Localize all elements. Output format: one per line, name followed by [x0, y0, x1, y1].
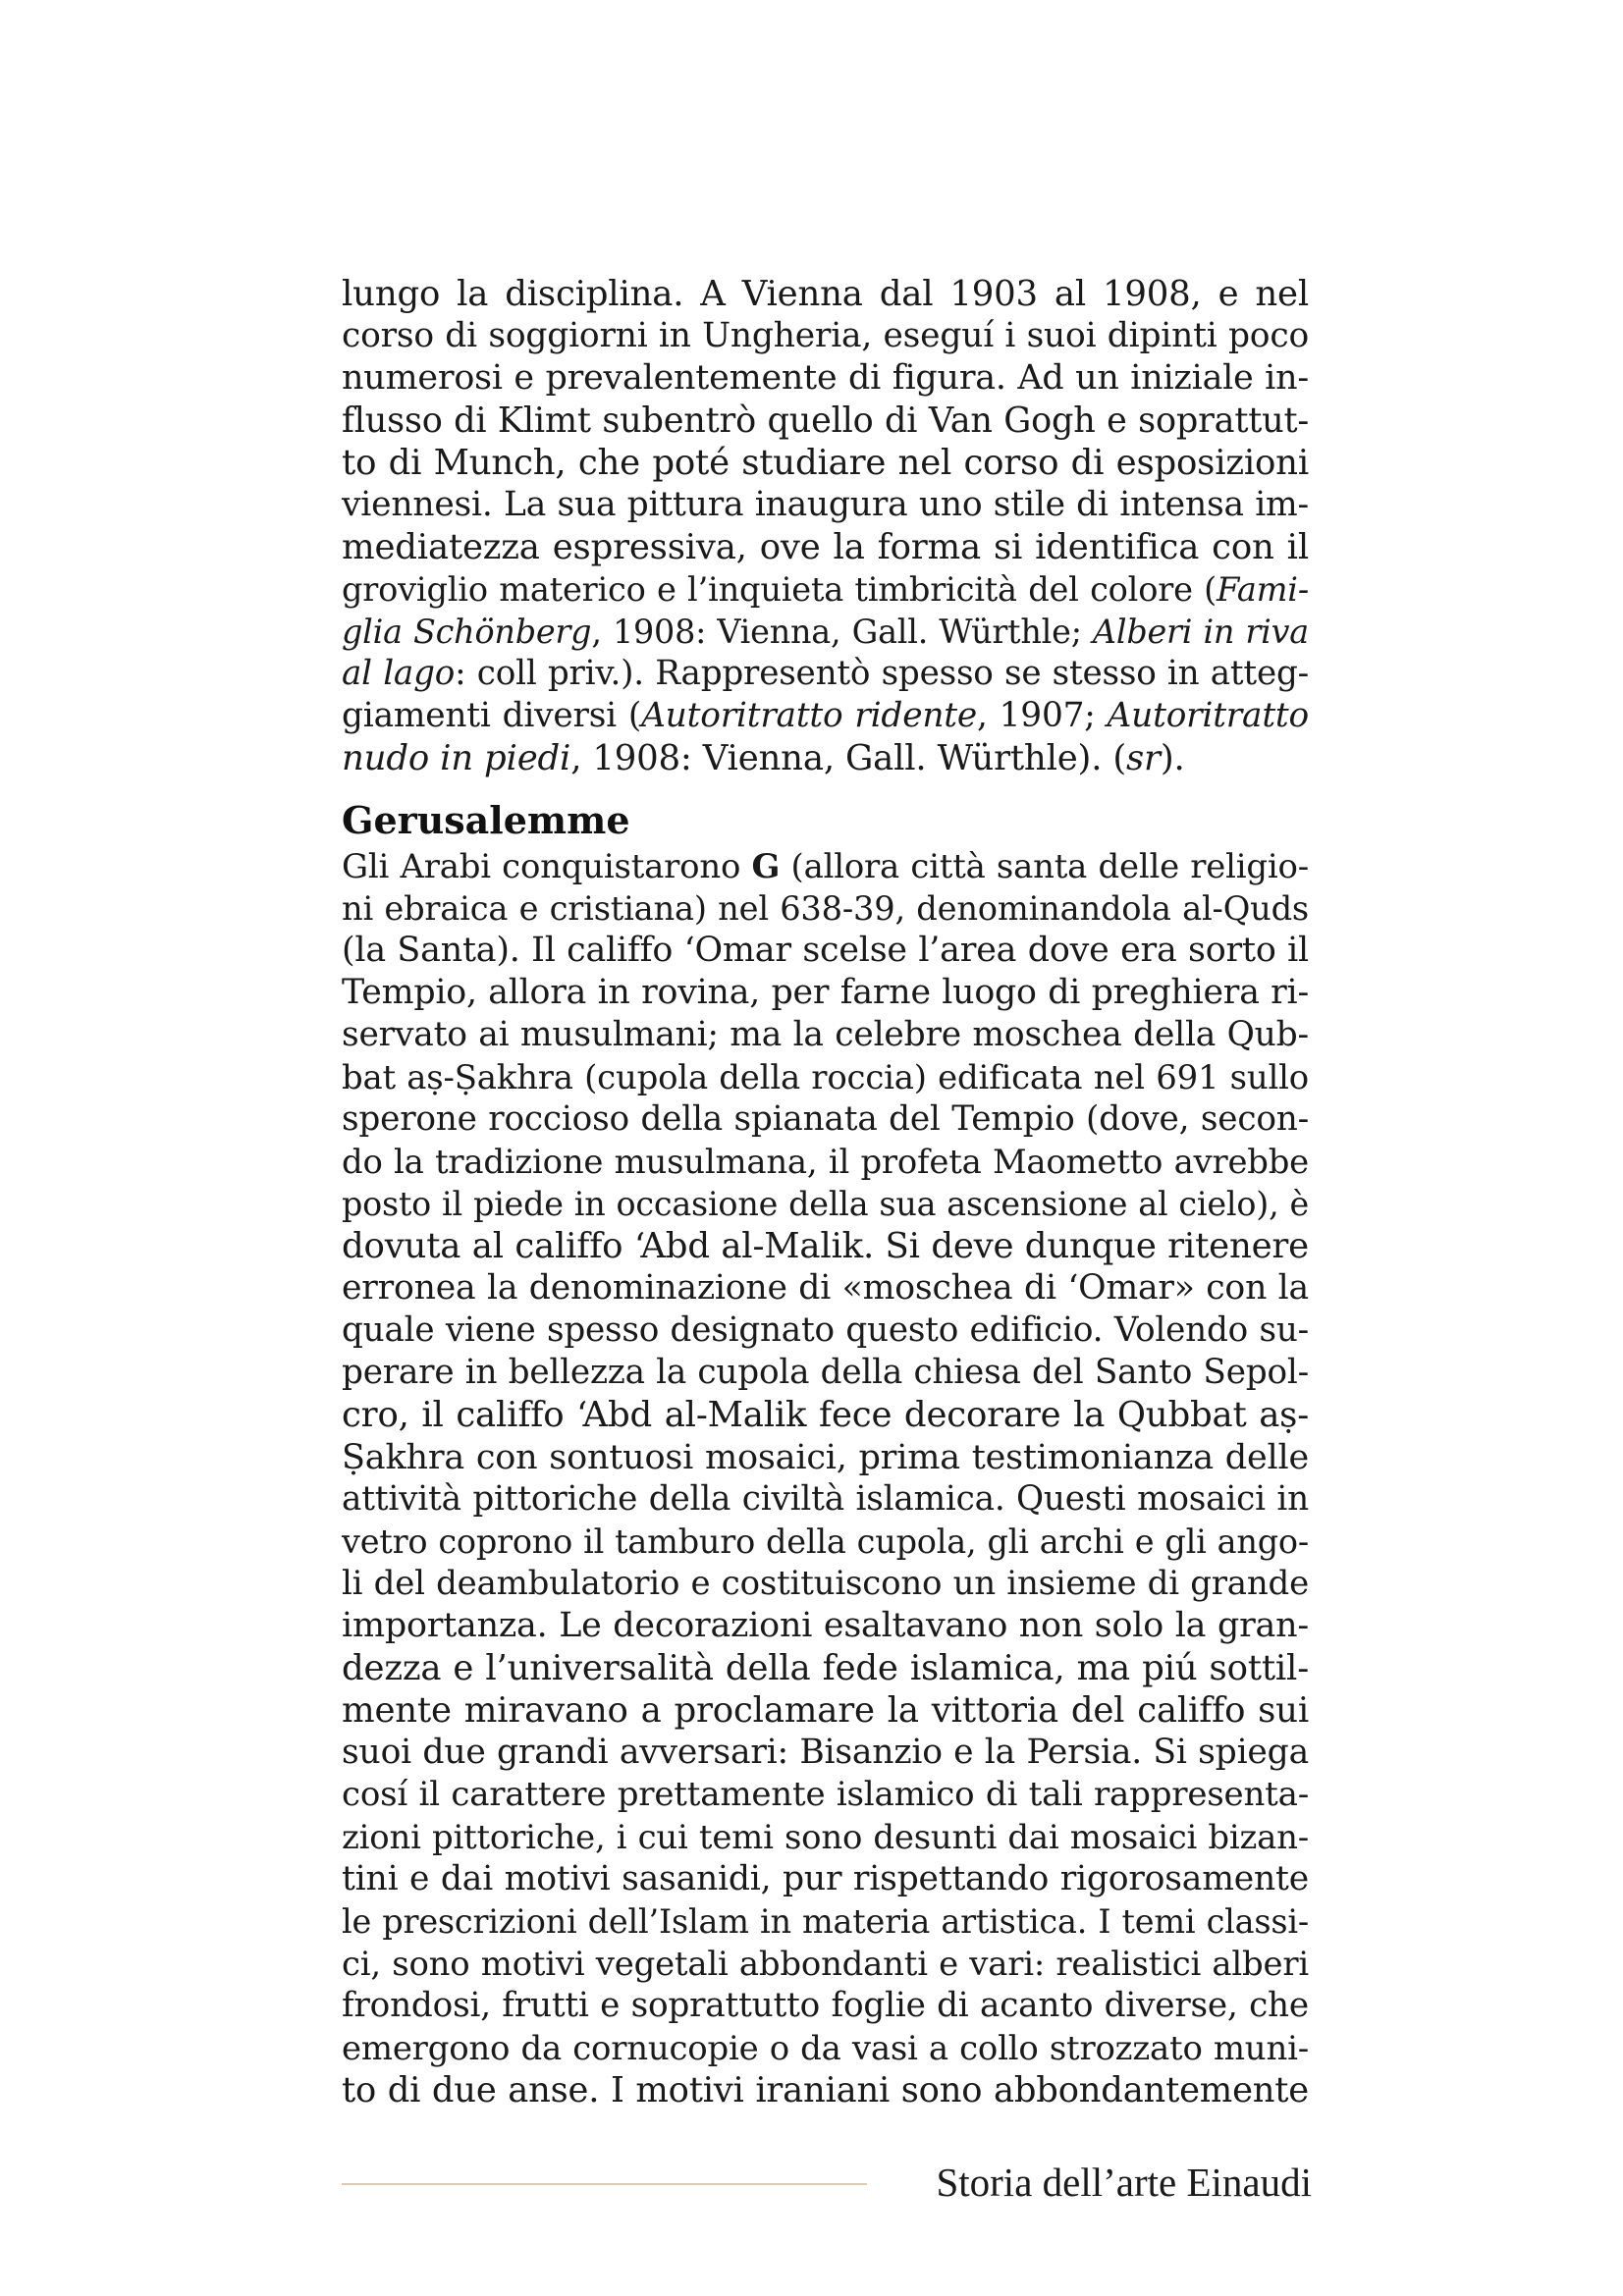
text-line: cosí il carattere prettamente islamico di tali rappresenta-	[342, 1775, 1309, 1814]
text-line: vetro coprono il tamburo della cupola, gli archi e gli ango-	[342, 1522, 1309, 1561]
artwork-title: Fami-	[1217, 570, 1309, 609]
text-line: mente miravano a proclamare la vittoria del califfo sui	[342, 1690, 1309, 1731]
entry-abbreviation: G	[751, 846, 781, 885]
text-line: numerosi e prevalentemente di figura. Ad un iniziale in-	[342, 358, 1309, 398]
text-line: dezza e l’universalità della fede islamica, ma piú sottil-	[342, 1648, 1309, 1688]
footer-title: Storia dell’arte Einaudi	[936, 2160, 1312, 2205]
author-initials: sr	[1126, 738, 1161, 778]
text-line: lungo la disciplina. A Vienna dal 1903 al 1908, e nel	[342, 274, 1309, 314]
text-line: bat aṣ-Ṣakhra (cupola della roccia) edificata nel 691 sullo	[342, 1058, 1309, 1096]
text-line: suoi due grandi avversari: Bisanzio e la Persia. Si spiega	[342, 1733, 1309, 1772]
text-line: giamenti diversi (Autoritratto ridente, 1907; Autoritratto	[342, 696, 1310, 735]
text-line: posto il piede in occasione della sua ascensione al cielo), è	[342, 1185, 1309, 1223]
text-line: li del deambulatorio e costituiscono un insieme di grande	[342, 1564, 1309, 1603]
text-line: to di Munch, che poté studiare nel corso di esposizioni	[342, 443, 1309, 483]
text-column	[342, 273, 1309, 2111]
entry-continued-paragraph	[342, 273, 1309, 779]
artwork-title: al lago	[342, 654, 456, 693]
artwork-title: nudo in piedi	[342, 738, 571, 778]
text-line: cro, il califfo ‘Abd al-Malik fece decorare la Qubbat aṣ-	[342, 1395, 1309, 1435]
text-line: do la tradizione musulmana, il profeta Maometto avrebbe	[342, 1143, 1309, 1181]
text-line: Tempio, allora in rovina, per farne luogo di preghiera ri-	[342, 973, 1309, 1012]
text-line: emergono da cornucopie o da vasi a collo strozzato muni-	[342, 2029, 1309, 2067]
text-line: perare in bellezza la cupola della chiesa del Santo Sepol-	[342, 1353, 1309, 1392]
text-line: to di due anse. I motivi iraniani sono abbondantemente	[342, 2070, 1309, 2110]
text-line: dovuta al califfo ‘Abd al-Malik. Si deve dunque ritenere	[342, 1226, 1309, 1266]
text-line: ci, sono motivi vegetali abbondanti e vari: realistici alberi	[342, 1945, 1309, 1983]
text-line: le prescrizioni dell’Islam in materia artistica. I temi classi-	[342, 1902, 1309, 1941]
text-line: Gli Arabi conquistarono G (allora città santa delle religio-	[342, 846, 1309, 885]
text-line: frondosi, frutti e soprattutto foglie di acanto diverse, che	[342, 1986, 1309, 2025]
text-line: viennesi. La sua pittura inaugura uno stile di intensa im-	[342, 485, 1309, 524]
text-line: (la Santa). Il califfo ‘Omar scelse l’area dove era sorto il	[342, 931, 1309, 970]
text-line: attività pittoriche della civiltà islamica. Questi mosaici in	[342, 1479, 1309, 1519]
entry-heading: Gerusalemme	[342, 798, 630, 842]
artwork-title: Autoritratto ridente	[641, 696, 978, 735]
entry-gerusalemme-paragraph	[342, 845, 1309, 2111]
text-line: Ṣakhra con sontuosi mosaici, prima testimonianza delle	[342, 1437, 1309, 1477]
text-line: quale viene spesso designato questo edificio. Volendo su-	[342, 1310, 1309, 1350]
text-line: al lago: coll priv.). Rappresentò spesso se stesso in atteg-	[342, 654, 1310, 693]
artwork-title: Alberi in riva	[1092, 613, 1310, 651]
text-line: flusso di Klimt subentrò quello di Van Gogh e soprattut-	[342, 400, 1309, 441]
text-line: corso di soggiorni in Ungheria, eseguí i suoi dipinti poco	[342, 316, 1309, 355]
text-line: glia Schönberg, 1908: Vienna, Gall. Würthle; Alberi in riva	[342, 613, 1310, 651]
text-line: mediatezza espressiva, ove la forma si identifica con il	[342, 527, 1309, 567]
text-line: erronea la denominazione di «moschea di ‘Omar» con la	[342, 1268, 1309, 1308]
artwork-title: glia Schönberg	[342, 613, 592, 651]
text-line: groviglio materico e l’inquieta timbricità del colore (Fami-	[342, 570, 1309, 609]
text-line: servato ai musulmani; ma la celebre moschea della Qub-	[342, 1015, 1309, 1054]
artwork-title: Autoritratto	[1107, 696, 1310, 735]
text-line: nudo in piedi, 1908: Vienna, Gall. Würthle). (sr).	[342, 738, 1185, 778]
text-line: ni ebraica e cristiana) nel 638-39, denominandola al-Quds	[342, 889, 1309, 928]
text-line: sperone roccioso della spianata del Tempio (dove, secon-	[342, 1099, 1309, 1139]
text-line: zioni pittoriche, i cui temi sono desunti dai mosaici bizan-	[342, 1818, 1309, 1856]
text-line: tini e dai motivi sasanidi, pur rispettando rigorosamente	[342, 1859, 1309, 1898]
text-line: importanza. Le decorazioni esaltavano non solo la gran-	[342, 1606, 1309, 1645]
footer-rule	[342, 2183, 867, 2185]
